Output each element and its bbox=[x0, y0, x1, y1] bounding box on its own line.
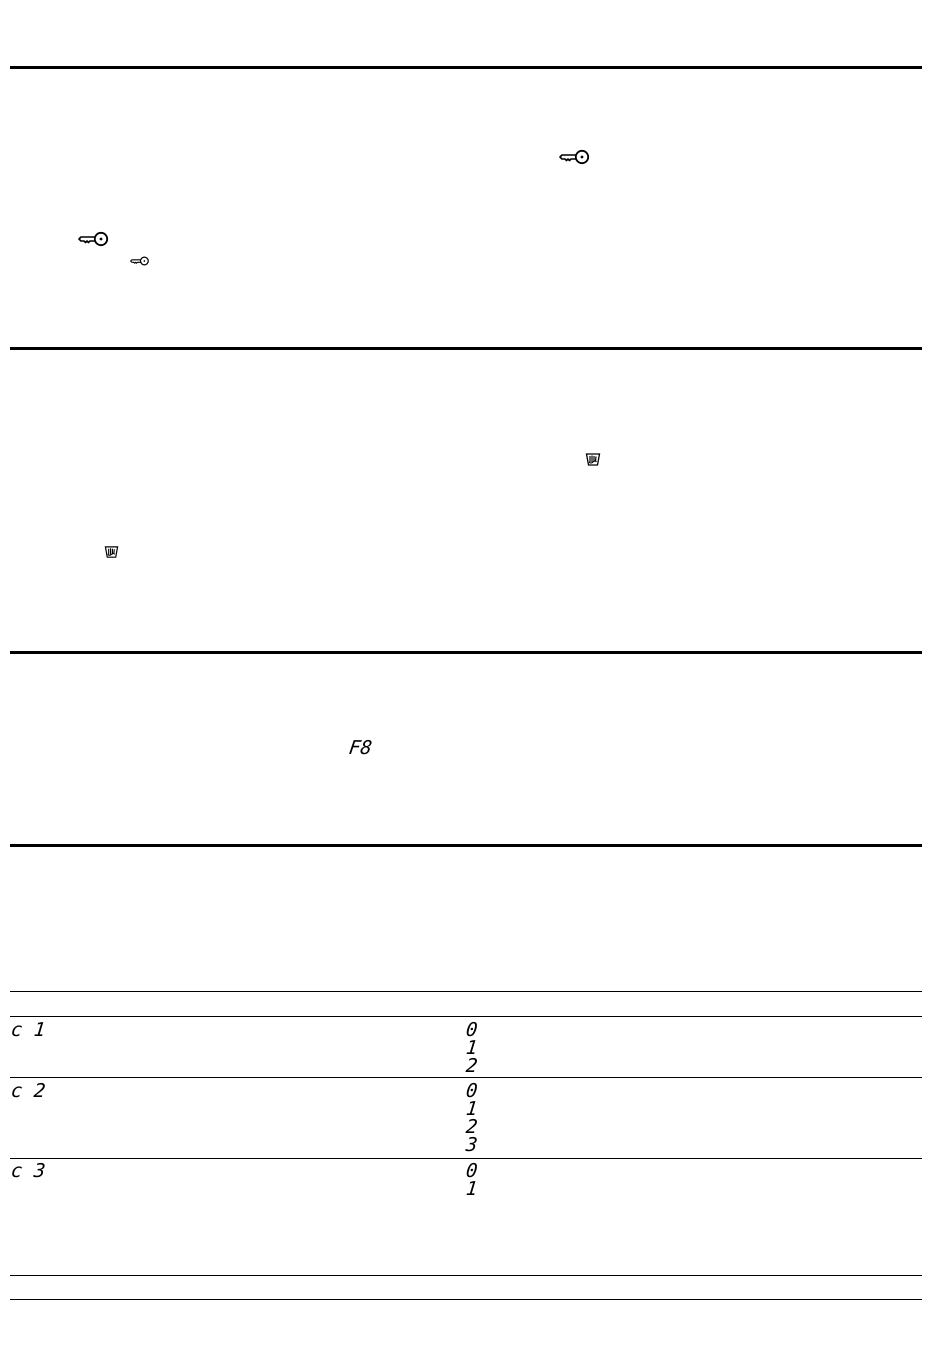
key-icon-small bbox=[130, 256, 150, 266]
table-header-rule bbox=[10, 1016, 922, 1017]
wipe-protection-icon bbox=[104, 545, 119, 560]
table-top-rule bbox=[10, 991, 922, 992]
section-divider-wipe-end bbox=[10, 651, 922, 654]
table-row-value: 1 bbox=[464, 1178, 479, 1200]
wipe-protection-icon bbox=[585, 452, 601, 468]
table-row-code: c 3 bbox=[9, 1160, 47, 1182]
table-row-value: 2 bbox=[464, 1116, 479, 1138]
table-row-code: c 1 bbox=[9, 1019, 47, 1041]
error-code-display: F8 bbox=[347, 737, 374, 759]
table-row-divider bbox=[10, 1275, 922, 1276]
table-row-divider bbox=[10, 1077, 922, 1078]
table-row-value: 3 bbox=[464, 1134, 479, 1156]
section-divider-top bbox=[10, 66, 922, 69]
table-row-code: c 2 bbox=[9, 1080, 47, 1102]
table-row-value: 0 bbox=[464, 1080, 479, 1102]
key-icon bbox=[559, 149, 591, 165]
table-bottom-rule bbox=[10, 1299, 922, 1300]
table-row-value: 0 bbox=[464, 1160, 479, 1182]
table-row-value: 0 bbox=[464, 1019, 479, 1041]
table-row-value: 2 bbox=[464, 1055, 479, 1077]
table-row-value: 1 bbox=[464, 1037, 479, 1059]
key-icon bbox=[78, 231, 110, 247]
section-divider-lock-end bbox=[10, 347, 922, 350]
table-row-value: 1 bbox=[464, 1098, 479, 1120]
section-divider-error-end bbox=[10, 844, 922, 847]
table-row-divider bbox=[10, 1158, 922, 1159]
